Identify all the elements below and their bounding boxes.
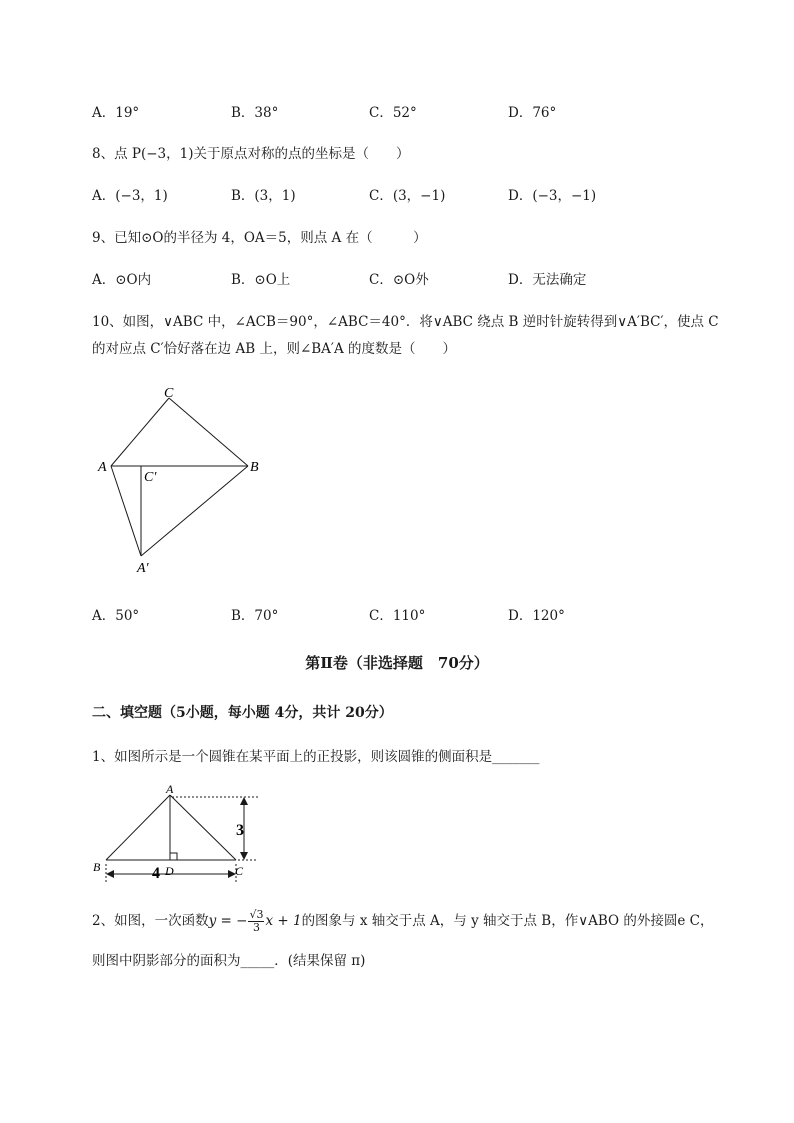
q8-option-c: C．(3，−1) (369, 188, 446, 204)
fill2-formula-lhs: y = − (208, 913, 248, 929)
q10-edge-a-prime-b (141, 466, 248, 556)
q9-option-d: D．无法确定 (508, 272, 587, 288)
q9-stem: 9、已知⊙O的半径为 4，OA＝5，则点 A 在（ ） (92, 230, 427, 246)
q8-option-a: A．(−3，1) (92, 188, 168, 204)
q10-stem-line2: 的对应点 C′恰好落在边 AB 上，则∠BA′A 的度数是（ ） (92, 341, 457, 357)
fill1-figure (88, 778, 278, 890)
fill1-height-label: 3 (236, 822, 244, 839)
q8-option-d: D．(−3，−1) (508, 188, 597, 204)
q7-option-b: B．38° (231, 105, 279, 121)
fill1-edge-ab (106, 795, 170, 860)
q10-edge-aa-prime (111, 466, 141, 556)
q9-option-b: B．⊙O上 (231, 272, 291, 288)
section2-heading: 二、填空题（5小题，每小题 4分，共计 20分） (92, 705, 393, 721)
q10-edge-ac (111, 398, 169, 466)
q10-figure (90, 380, 280, 580)
fill1-base-label: 4 (152, 865, 160, 882)
q8-stem: 8、点 P(−3，1)关于原点对称的点的坐标是（ ） (92, 146, 410, 162)
q10-edge-cb (169, 398, 248, 466)
q10-option-b: B．70° (231, 608, 279, 624)
fill1-height-arrowhead-up (240, 797, 248, 805)
fill1-label-a: A (166, 782, 174, 796)
q8-option-b: B．(3，1) (231, 188, 296, 204)
q10-option-a: A．50° (92, 608, 140, 624)
fill1-right-angle-mark (170, 853, 177, 860)
q10-label-b: B (250, 460, 259, 475)
fill2-formula-rhs: x + 1 (265, 913, 302, 929)
q7-option-c: C．52° (369, 105, 417, 121)
fill1-label-b: B (93, 860, 101, 874)
q10-option-d: D．120° (508, 608, 565, 624)
fill2-stem-pre: 2、如图，一次函数 (92, 913, 209, 929)
fill2-stem-line1 (92, 909, 714, 934)
fill2-stem-line2: 则图中阴影部分的面积为_____．(结果保留 π) (92, 953, 366, 969)
q9-option-a: A．⊙O内 (92, 272, 152, 288)
q7-option-d: D．76° (508, 105, 557, 121)
fill1-label-c: C (235, 864, 244, 878)
q7-option-a: A．19° (92, 105, 140, 121)
q10-label-c: C (164, 386, 174, 401)
part2-title: 第Ⅱ卷（非选择题 70分） (305, 654, 489, 672)
fill1-label-d: D (165, 864, 174, 878)
q9-option-c: C．⊙O外 (369, 272, 429, 288)
q10-label-a-prime: A′ (137, 561, 149, 576)
q10-label-a: A (98, 460, 107, 475)
fill1-base-arrowhead-left (106, 870, 114, 878)
fill2-formula-numerator: √3 (249, 908, 264, 921)
q10-option-c: C．110° (369, 608, 426, 624)
fill1-stem: 1、如图所示是一个圆锥在某平面上的正投影，则该圆锥的侧面积是_______ (92, 749, 540, 765)
fill2-formula-denominator: 3 (252, 921, 260, 934)
fill2-stem-post: 的图象与 x 轴交于点 A，与 y 轴交于点 B，作∨ABO 的外接圆e C， (301, 913, 714, 929)
fill1-edge-ac (170, 795, 236, 860)
q10-label-c-prime: C′ (144, 470, 157, 485)
fill2-formula-fraction (248, 909, 264, 934)
q10-stem-line1: 10、如图，∨ABC 中，∠ACB＝90°，∠ABC＝40°．将∨ABC 绕点 B 逆时针旋转得到∨A′BC′，使点 C (92, 314, 719, 330)
fill1-height-arrowhead-down (240, 852, 248, 860)
